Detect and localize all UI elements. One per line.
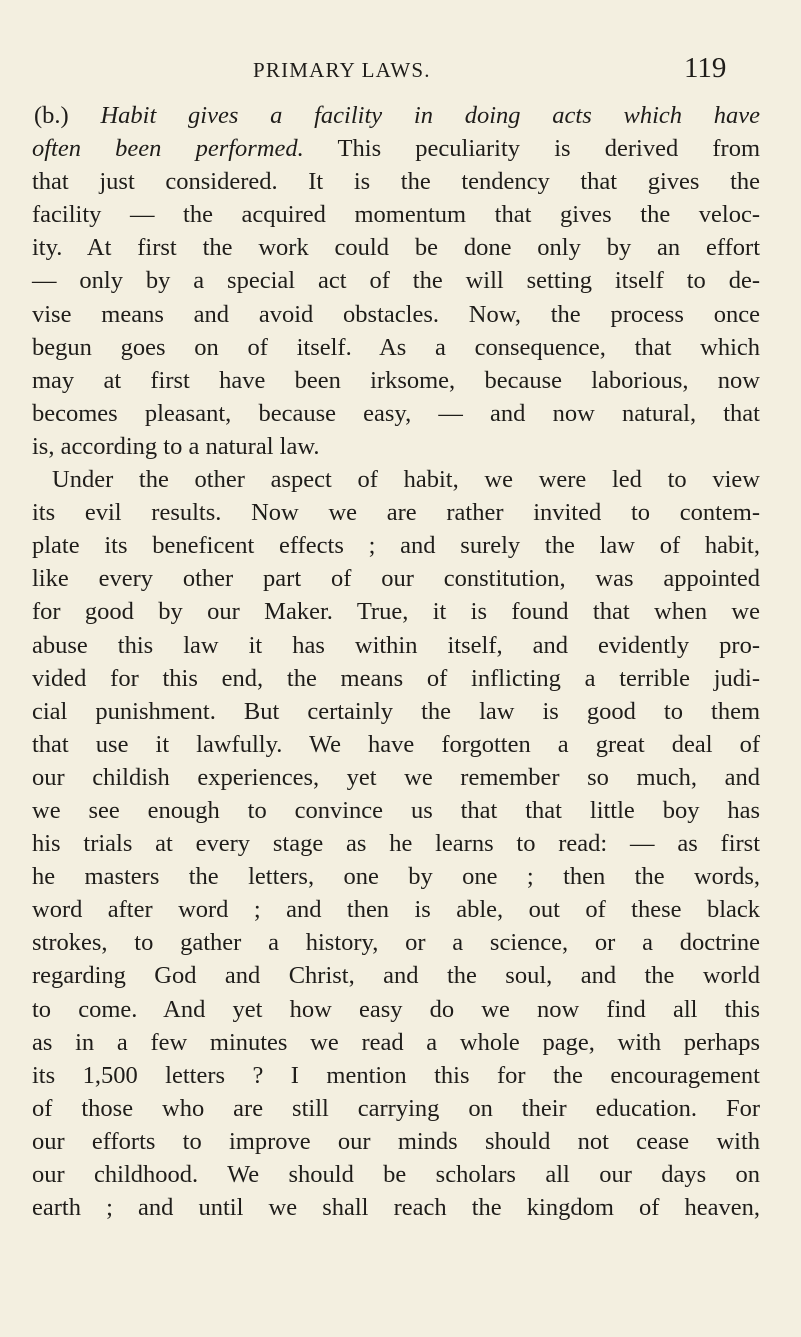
paragraph-1-line: vise means and avoid obstacles. Now, the process once [32, 300, 760, 328]
section-label: (b.) [34, 102, 69, 129]
paragraph-2-line: to come. And yet how easy do we now find all this [32, 995, 760, 1023]
paragraph-1-line: — only by a special act of the will setting itself to de- [32, 267, 760, 295]
paragraph-1-line: begun goes on of itself. As a consequence, that which [32, 333, 760, 361]
paragraph-2-line: regarding God and Christ, and the soul, and the world [32, 962, 760, 990]
paragraph-1-line: that just considered. It is the tendency that gives the [32, 168, 760, 196]
section-heading: Habit gives a facility in doing acts which have [100, 102, 761, 129]
paragraph-2-line: of those who are still carrying on their education. For [32, 1094, 760, 1122]
paragraph-2-line: that use it lawfully. We have forgotten a great deal of [32, 730, 760, 758]
page-number: 119 [684, 52, 727, 84]
section-heading-continued: often been performed. [32, 135, 304, 163]
page-header [0, 52, 801, 92]
paragraph-2-line: vided for this end, the means of inflicting a terrible judi- [32, 664, 760, 692]
paragraph-2-line: our childhood. We should be scholars all our days on [32, 1161, 760, 1188]
paragraph-1-line: facility — the acquired momentum that gives the veloc- [32, 201, 760, 229]
paragraph-1-line: ity. At first the work could be done only by an effort [32, 234, 760, 262]
paragraph-2-line: like every other part of our constitution, was appointed [32, 565, 760, 593]
paragraph-1-last-line: is, according to a natural law. [32, 432, 320, 460]
paragraph-2-line: its evil results. Now we are rather invited to contem- [32, 499, 760, 527]
paragraph-1-line-1 [32, 99, 760, 132]
paragraph-2-line: as in a few minutes we read a whole page, with perhaps [32, 1028, 760, 1056]
paragraph-2-line: its 1,500 letters ? I mention this for the encouragement [32, 1061, 760, 1089]
paragraph-2-line: cial punishment. But certainly the law is good to them [32, 697, 760, 725]
text-run: This peculiarity is derived from [337, 135, 761, 163]
paragraph-2-line: strokes, to gather a history, or a science, or a doctrine [32, 929, 760, 957]
paragraph-1-line: becomes pleasant, because easy, — and now natural, that [32, 399, 760, 427]
paragraph-2-line: our childish experiences, yet we remember so much, and [32, 763, 760, 791]
paragraph-2-line: abuse this law it has within itself, and evidently pro- [32, 631, 760, 659]
paragraph-2-line: our efforts to improve our minds should not cease with [32, 1127, 760, 1155]
paragraph-2-line: for good by our Maker. True, it is found that when we [32, 598, 760, 626]
running-head: PRIMARY LAWS. [253, 58, 431, 82]
page-body [32, 99, 760, 1224]
paragraph-2-line: word after word ; and then is able, out of these black [32, 896, 760, 924]
paragraph-1-line-2 [32, 132, 760, 165]
paragraph-2-line: earth ; and until we shall reach the kingdom of heaven, [32, 1194, 760, 1222]
paragraph-2-line: his trials at every stage as he learns to read: — as first [32, 830, 760, 858]
paragraph-2-line: Under the other aspect of habit, we were led to view [52, 466, 760, 494]
paragraph-2-line: he masters the letters, one by one ; then the words, [32, 863, 760, 891]
paragraph-2-line: plate its beneficent effects ; and surely the law of habit, [32, 532, 760, 560]
paragraph-2-line: we see enough to convince us that that little boy has [32, 796, 760, 824]
paragraph-1-line: may at first have been irksome, because laborious, now [32, 366, 760, 394]
